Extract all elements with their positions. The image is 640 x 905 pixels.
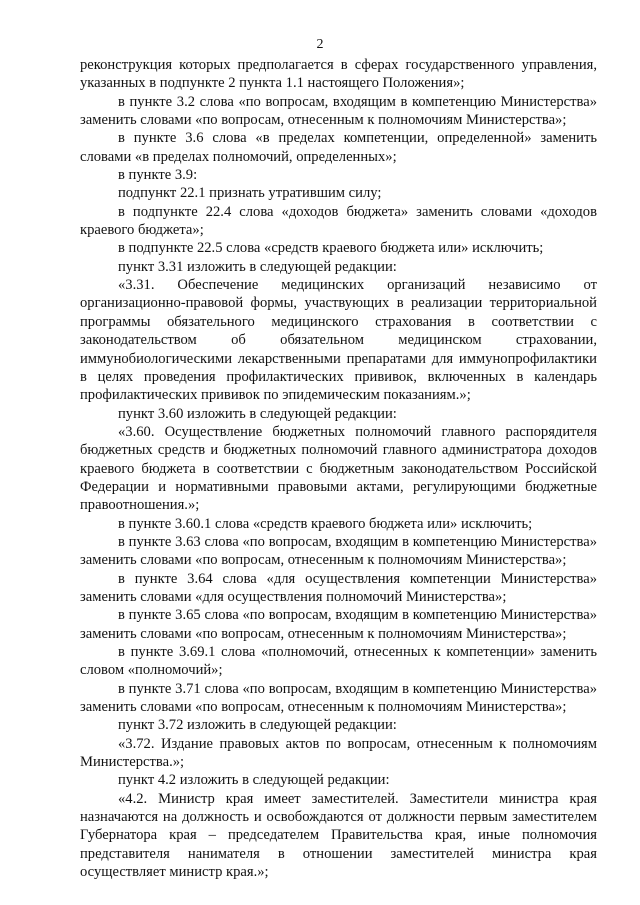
paragraph: в пункте 3.69.1 слова «полномочий, отнесенных к компетенции» заменить словом «полномочий»; xyxy=(80,644,597,679)
paragraph: в пункте 3.65 слова «по вопросам, входящим в компетенцию Министерства» заменить словами «по вопросам, отнесенным к полномочиям Министерства»; xyxy=(80,607,597,642)
paragraph: в пункте 3.71 слова «по вопросам, входящим в компетенцию Министерства» заменить словами «по вопросам, отнесенным к полномочиям Министерства»; xyxy=(80,680,597,716)
paragraph: в пункте 3.2 слова «по вопросам, входящим в компетенцию Министерства» заменить словами «по вопросам, отнесенным к полномочиям Министерства»; xyxy=(80,93,597,129)
page-number: 2 xyxy=(316,37,324,52)
paragraph: в пункте 3.64 слова «для осуществления компетенции Министерства» заменить словами «для осуществления полномочий Министерства»; xyxy=(80,570,597,605)
paragraph: в пункте 3.9: xyxy=(118,167,198,184)
paragraph: «3.72. Издание правовых актов по вопросам, отнесенным к полномочиям Министерства.»; xyxy=(80,735,597,771)
paragraph: «4.2. Министр края имеет заместителей. Заместители министра края назначаются на должность и освобождаются от должности первым заместителем Губернатора края – председателем Правительства края, иные полномочия представителя нанимателя в отношении заместителей министра края осуществляет министр края.»; xyxy=(80,790,597,881)
paragraph: в пункте 3.6 слова «в пределах компетенции, определенной» заменить словами «в пределах полномочий, определенных»; xyxy=(80,130,597,165)
paragraph: в пункте 3.63 слова «по вопросам, входящим в компетенцию Министерства» заменить словами «по вопросам, отнесенным к полномочиям Министерства»; xyxy=(80,533,597,569)
paragraph: в пункте 3.60.1 слова «средств краевого бюджета или» исключить; xyxy=(118,515,533,532)
paragraph: пункт 3.60 изложить в следующей редакции: xyxy=(118,405,397,422)
document-body xyxy=(80,56,597,881)
paragraph: реконструкция которых предполагается в сферах государственного управления, указанных в подпункте 2 пункта 1.1 настоящего Положения»; xyxy=(80,57,597,92)
paragraph: пункт 4.2 изложить в следующей редакции: xyxy=(118,772,390,789)
paragraph: «3.31. Обеспечение медицинских организаций независимо от организационно-правовой формы, участвующих в реализации территориальной программы обязательного медицинского страхования в соответствии с законодательством об обязательном медицинском страховании, иммунобиологическими лекарственными препаратами для иммунопрофилактики в целях проведения профилактических прививок, включенных в календарь профилактических прививок по эпидемическим показаниям.»; xyxy=(80,277,597,404)
paragraph: «3.60. Осуществление бюджетных полномочий главного распорядителя бюджетных средств и бюджетных полномочий главного администратора доходов краевого бюджета в соответствии с бюджетным законодательством Российской Федерации и нормативными правовыми актами, регулирующими бюджетные правоотношения.»; xyxy=(80,423,597,514)
paragraph: в подпункте 22.4 слова «доходов бюджета» заменить словами «доходов краевого бюджета»; xyxy=(80,203,597,239)
paragraph: в подпункте 22.5 слова «средств краевого бюджета или» исключить; xyxy=(118,240,544,257)
paragraph: подпункт 22.1 признать утратившим силу; xyxy=(118,185,382,202)
paragraph: пункт 3.31 изложить в следующей редакции: xyxy=(118,258,397,275)
paragraph: пункт 3.72 изложить в следующей редакции: xyxy=(118,717,397,734)
